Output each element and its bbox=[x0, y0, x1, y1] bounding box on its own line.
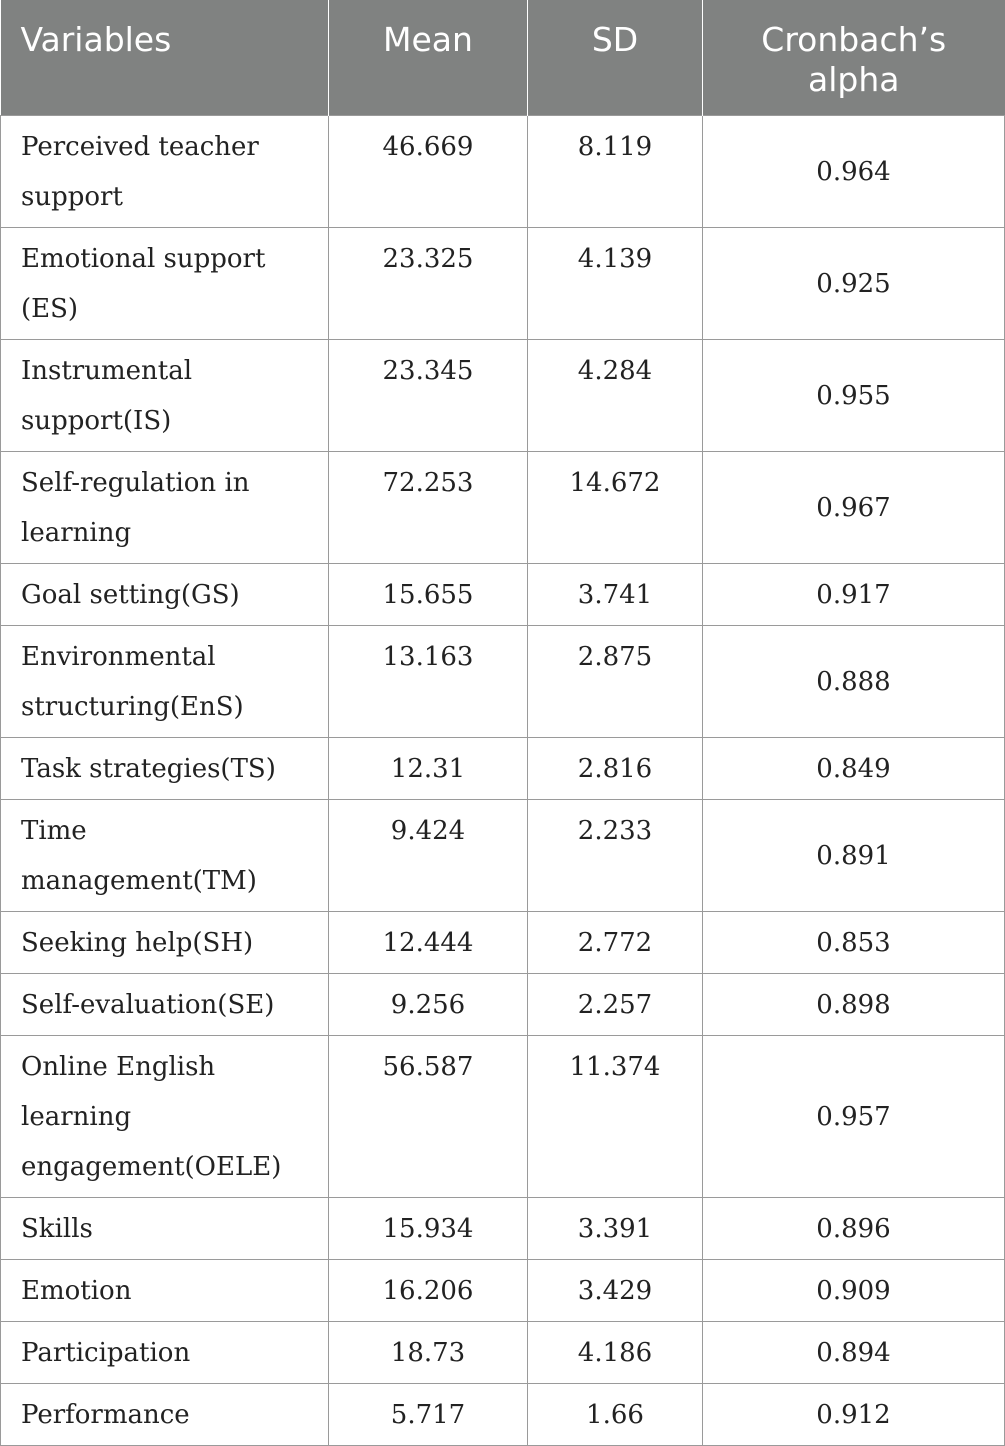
variable-cell: Perceived teacher support bbox=[1, 115, 329, 227]
sd-cell: 2.875 bbox=[528, 625, 703, 737]
alpha-cell: 0.917 bbox=[703, 563, 1005, 625]
sd-cell: 2.233 bbox=[528, 799, 703, 911]
mean-cell: 23.345 bbox=[329, 339, 528, 451]
table-row bbox=[1, 563, 1005, 625]
variable-cell: Self-evaluation(SE) bbox=[1, 973, 329, 1035]
variable-cell: Seeking help(SH) bbox=[1, 911, 329, 973]
mean-cell: 15.655 bbox=[329, 563, 528, 625]
sd-cell: 3.391 bbox=[528, 1197, 703, 1259]
mean-cell: 23.325 bbox=[329, 227, 528, 339]
sd-cell: 4.139 bbox=[528, 227, 703, 339]
mean-cell: 16.206 bbox=[329, 1259, 528, 1321]
variable-cell: Time management(TM) bbox=[1, 799, 329, 911]
variable-cell: Self-regulation in learning bbox=[1, 451, 329, 563]
sd-cell: 2.816 bbox=[528, 737, 703, 799]
variable-cell: Emotional support (ES) bbox=[1, 227, 329, 339]
variable-cell: Emotion bbox=[1, 1259, 329, 1321]
alpha-cell: 0.888 bbox=[703, 625, 1005, 737]
header-cronbach-alpha: Cronbach’s alpha bbox=[703, 0, 1005, 115]
variable-cell: Performance bbox=[1, 1383, 329, 1445]
sd-cell: 11.374 bbox=[528, 1035, 703, 1197]
alpha-cell: 0.957 bbox=[703, 1035, 1005, 1197]
sd-cell: 2.257 bbox=[528, 973, 703, 1035]
sd-cell: 4.186 bbox=[528, 1321, 703, 1383]
mean-cell: 72.253 bbox=[329, 451, 528, 563]
table-row bbox=[1, 339, 1005, 451]
sd-cell: 14.672 bbox=[528, 451, 703, 563]
sd-cell: 8.119 bbox=[528, 115, 703, 227]
mean-cell: 12.31 bbox=[329, 737, 528, 799]
alpha-cell: 0.912 bbox=[703, 1383, 1005, 1445]
alpha-cell: 0.849 bbox=[703, 737, 1005, 799]
table-row bbox=[1, 1035, 1005, 1197]
mean-cell: 12.444 bbox=[329, 911, 528, 973]
alpha-cell: 0.967 bbox=[703, 451, 1005, 563]
table-row bbox=[1, 1383, 1005, 1445]
variable-cell: Skills bbox=[1, 1197, 329, 1259]
mean-cell: 9.256 bbox=[329, 973, 528, 1035]
mean-cell: 18.73 bbox=[329, 1321, 528, 1383]
alpha-cell: 0.909 bbox=[703, 1259, 1005, 1321]
sd-cell: 4.284 bbox=[528, 339, 703, 451]
sd-cell: 2.772 bbox=[528, 911, 703, 973]
table-row bbox=[1, 625, 1005, 737]
alpha-cell: 0.955 bbox=[703, 339, 1005, 451]
mean-cell: 9.424 bbox=[329, 799, 528, 911]
sd-cell: 3.429 bbox=[528, 1259, 703, 1321]
sd-cell: 1.66 bbox=[528, 1383, 703, 1445]
table-body bbox=[1, 115, 1005, 1445]
table-row bbox=[1, 115, 1005, 227]
table-row bbox=[1, 451, 1005, 563]
alpha-cell: 0.891 bbox=[703, 799, 1005, 911]
alpha-cell: 0.898 bbox=[703, 973, 1005, 1035]
table-row bbox=[1, 1321, 1005, 1383]
header-row bbox=[1, 0, 1005, 115]
variable-cell: Instrumental support(IS) bbox=[1, 339, 329, 451]
header-sd: SD bbox=[528, 0, 703, 115]
mean-cell: 46.669 bbox=[329, 115, 528, 227]
sd-cell: 3.741 bbox=[528, 563, 703, 625]
variable-cell: Environmental structuring(EnS) bbox=[1, 625, 329, 737]
variable-cell: Participation bbox=[1, 1321, 329, 1383]
table-row bbox=[1, 1259, 1005, 1321]
alpha-cell: 0.964 bbox=[703, 115, 1005, 227]
alpha-cell: 0.896 bbox=[703, 1197, 1005, 1259]
table-row bbox=[1, 973, 1005, 1035]
table-row bbox=[1, 911, 1005, 973]
alpha-cell: 0.925 bbox=[703, 227, 1005, 339]
table-header bbox=[1, 0, 1005, 115]
alpha-cell: 0.853 bbox=[703, 911, 1005, 973]
table-row bbox=[1, 1197, 1005, 1259]
variable-cell: Goal setting(GS) bbox=[1, 563, 329, 625]
variable-cell: Task strategies(TS) bbox=[1, 737, 329, 799]
header-variables: Variables bbox=[1, 0, 329, 115]
table-row bbox=[1, 799, 1005, 911]
mean-cell: 13.163 bbox=[329, 625, 528, 737]
table-row bbox=[1, 227, 1005, 339]
table-row bbox=[1, 737, 1005, 799]
mean-cell: 15.934 bbox=[329, 1197, 528, 1259]
mean-cell: 5.717 bbox=[329, 1383, 528, 1445]
header-mean: Mean bbox=[329, 0, 528, 115]
mean-cell: 56.587 bbox=[329, 1035, 528, 1197]
variable-cell: Online English learning engagement(OELE) bbox=[1, 1035, 329, 1197]
alpha-cell: 0.894 bbox=[703, 1321, 1005, 1383]
